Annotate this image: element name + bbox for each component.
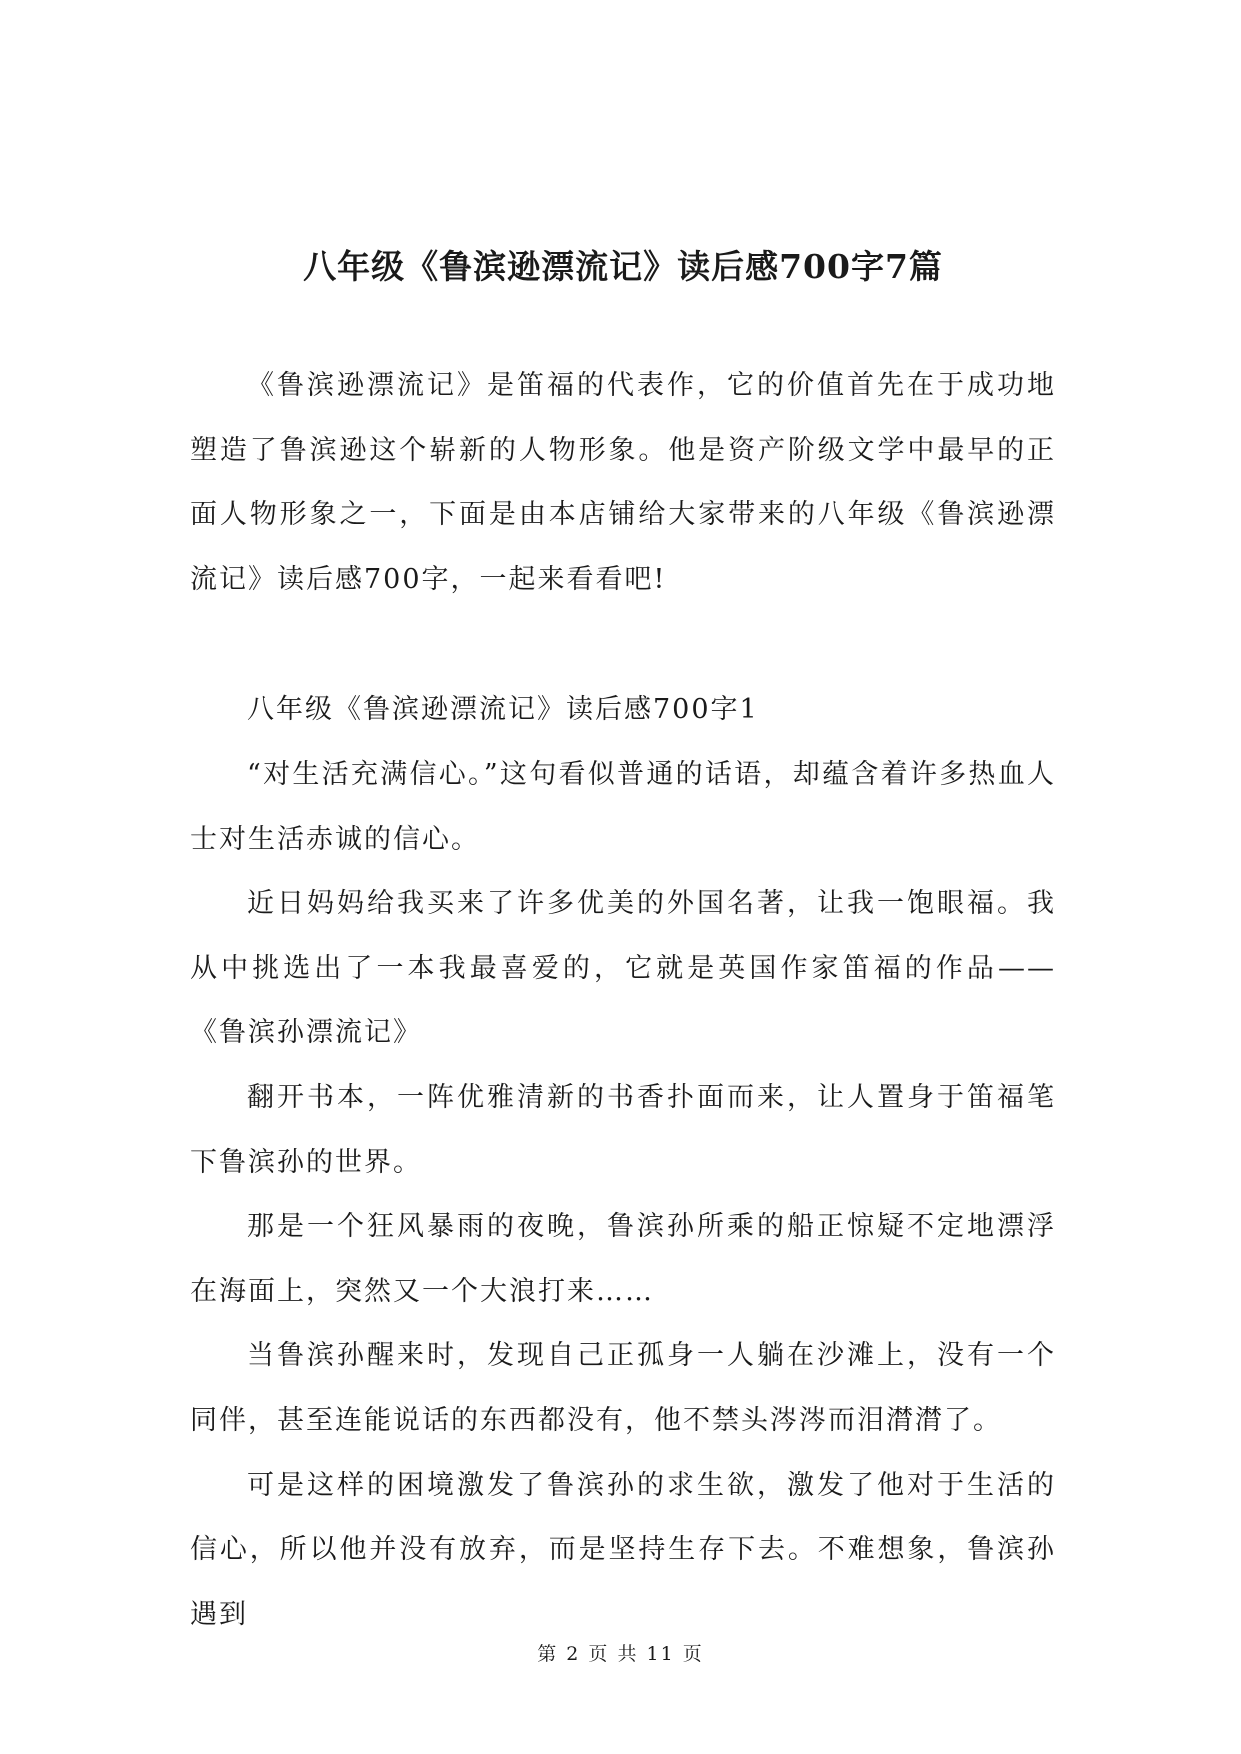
- body-paragraph: 当鲁滨孙醒来时，发现自己正孤身一人躺在沙滩上，没有一个同伴，甚至连能说话的东西都没有，他不禁头涔涔而泪潸潸了。: [190, 1340, 1056, 1436]
- page-number-footer: 第 2 页 共 11 页: [537, 1643, 704, 1665]
- document-body: [190, 354, 1056, 1647]
- section-heading: 八年级《鲁滨逊漂流记》读后感700字1: [247, 694, 759, 726]
- body-paragraph: 近日妈妈给我买来了许多优美的外国名著，让我一饱眼福。我从中挑选出了一本我最喜爱的，它就是英国作家笛福的作品——《鲁滨孙漂流记》: [190, 888, 1056, 1049]
- body-paragraph: 那是一个狂风暴雨的夜晚，鲁滨孙所乘的船正惊疑不定地漂浮在海面上，突然又一个大浪打来……: [190, 1211, 1056, 1307]
- body-paragraph: 翻开书本，一阵优雅清新的书香扑面而来，让人置身于笛福笔下鲁滨孙的世界。: [190, 1081, 1056, 1178]
- intro-paragraph: 《鲁滨逊漂流记》是笛福的代表作，它的价值首先在于成功地塑造了鲁滨逊这个崭新的人物形象。他是资产阶级文学中最早的正面人物形象之一，下面是由本店铺给大家带来的八年级《鲁滨逊漂流记》读后感700字，一起来看看吧!: [190, 370, 1056, 595]
- body-paragraph: “对生活充满信心。”这句看似普通的话语，却蕴含着许多热血人士对生活赤诚的信心。: [190, 758, 1056, 855]
- document-title: 八年级《鲁滨逊漂流记》读后感700字7篇: [303, 247, 943, 287]
- body-paragraph: 可是这样的困境激发了鲁滨孙的求生欲，激发了他对于生活的信心，所以他并没有放弃，而是坚持生存下去。不难想象，鲁滨孙遇到: [190, 1469, 1056, 1630]
